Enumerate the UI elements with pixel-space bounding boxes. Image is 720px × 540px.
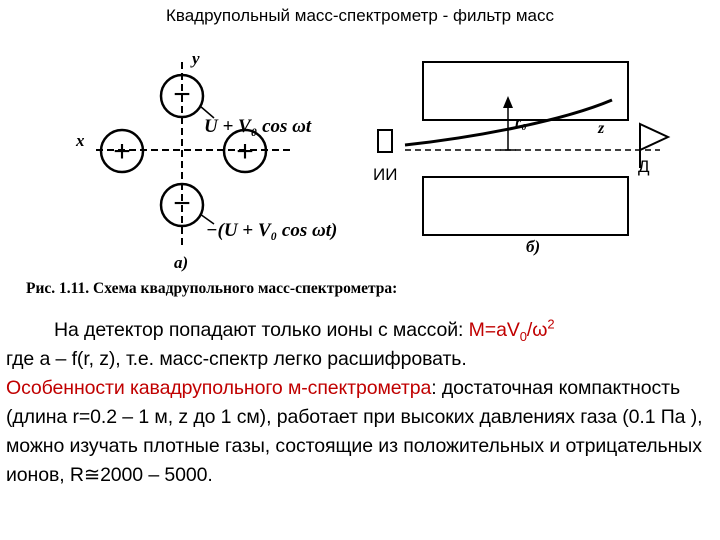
r0-label: r₀ [515, 114, 527, 131]
label-a: а) [174, 253, 189, 272]
plus-sign-right: + [236, 135, 254, 168]
paragraph-mass [6, 316, 714, 345]
y-axis-label: y [192, 49, 200, 68]
z-label: z [598, 120, 605, 137]
plus-sign-left: + [113, 135, 131, 168]
figure-caption: Рис. 1.11. Схема квадрупольного масс-спектрометра: [26, 280, 398, 297]
paragraph-features: Особенности кавадрупольного м-спектрометра: достаточная компактность (длина r=0.2 – 1 м, z до 1 см), работает при высоких давлениях газа (0.1 Па ), можно изучать плотные газы, состоящие из положительных и отрицательных ионов, R≅2000 – 5000. [6, 377, 703, 486]
ion-source-label: ИИ [373, 165, 398, 184]
detector-label: Д [638, 157, 650, 176]
body-text [6, 316, 714, 490]
mass-formula: $M=aV_0/\omega^2$ [468, 316, 555, 344]
rod-lower [423, 177, 628, 235]
label-b: б) [526, 237, 541, 256]
slide-title: Квадрупольный масс-спектрометр - фильтр масс [165, 6, 555, 25]
r0-arrow-head [503, 96, 513, 108]
ion-source [378, 130, 392, 152]
x-axis-label: x [76, 131, 85, 150]
voltage-bottom-label: −(U + V₀ cos ωt) [206, 220, 338, 241]
minus-sign-bottom: − [173, 187, 191, 220]
detector-arrow [640, 124, 668, 150]
mass-sentence: На детектор попадают только ионы с массой: [54, 319, 469, 341]
voltage-top-label: U + V₀ cos ωt [204, 116, 312, 137]
rod-upper [423, 62, 628, 120]
minus-sign-top: − [173, 78, 191, 111]
paragraph-where: где a – f(r, z), т.е. масс-спектр легко расшифровать. [6, 348, 467, 370]
rod-section [378, 62, 668, 235]
features-heading: Особенности кавадрупольного м-спектрометра [6, 377, 432, 399]
features-text: достаточная компактность (длина r=0.2 – 1 м, z до 1 см), работает при высоких давлениях газа (0.1 Па ), можно изучать плотные газы, состоящие из положительных и отрицательных ионов, R≅2000 – 5000. [6, 377, 703, 486]
